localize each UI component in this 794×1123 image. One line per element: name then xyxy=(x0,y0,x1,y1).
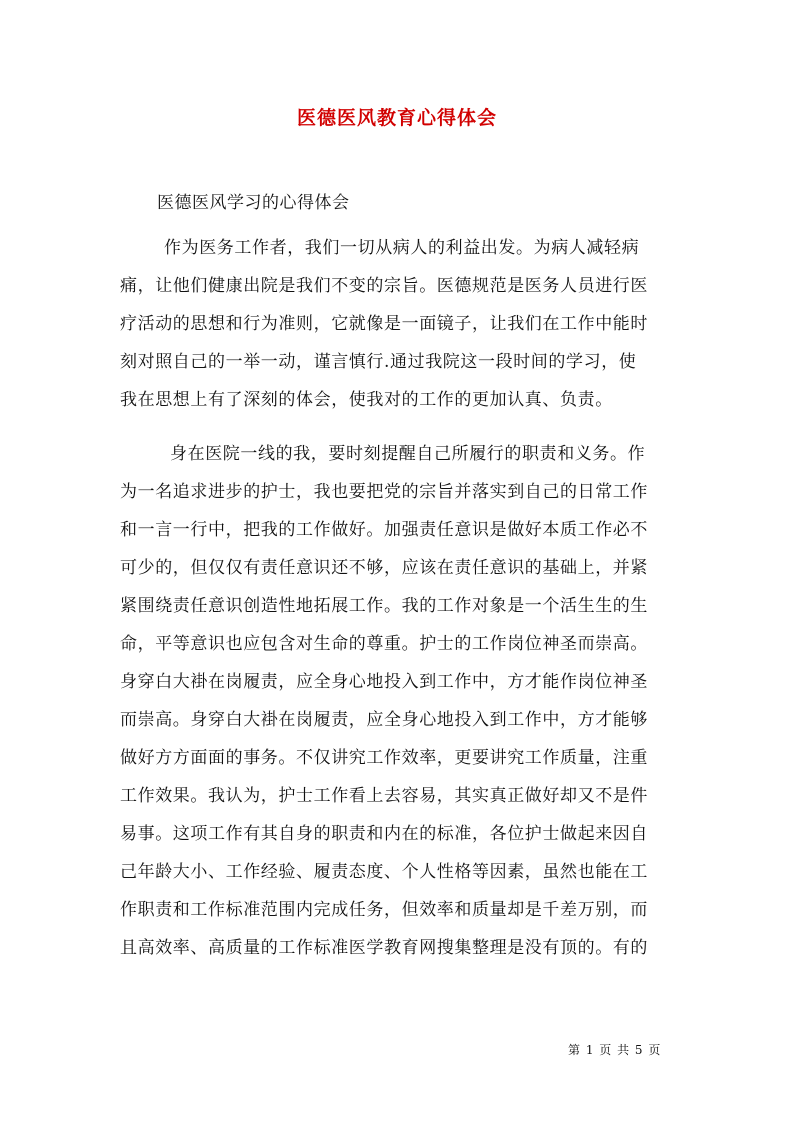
paragraph-line: 紧围绕责任意识创造性地拓展工作。我的工作对象是一个活生生的生 xyxy=(120,596,648,616)
paragraph-line: 为一名追求进步的护士，我也要把党的宗旨并落实到自己的日常工作 xyxy=(120,482,648,502)
paragraph-line: 刻对照自己的一举一动，谨言慎行.通过我院这一段时间的学习，使 xyxy=(120,352,637,372)
paragraph-line: 痛，让他们健康出院是我们不变的宗旨。医德规范是医务人员进行医 xyxy=(120,276,648,296)
page-number-footer: 第 1 页 共 5 页 xyxy=(568,1043,662,1057)
paragraph-line: 疗活动的思想和行为准则，它就像是一面镜子，让我们在工作中能时 xyxy=(120,314,648,334)
paragraph-line: 工作效果。我认为，护士工作看上去容易，其实真正做好却又不是件 xyxy=(120,786,648,806)
paragraph-line: 我在思想上有了深刻的体会，使我对的工作的更加认真、负责。 xyxy=(120,390,613,410)
paragraph-line: 易事。这项工作有其自身的职责和内在的标准，各位护士做起来因自 xyxy=(120,824,648,844)
paragraph-line: 命，平等意识也应包含对生命的尊重。护士的工作岗位神圣而崇高。 xyxy=(120,634,648,654)
paragraph-line: 而崇高。身穿白大褂在岗履责，应全身心地投入到工作中，方才能够 xyxy=(120,710,648,730)
document-title: 医德医风教育心得体会 xyxy=(296,107,497,129)
paragraph-line: 做好方方面面的事务。不仅讲究工作效率，更要讲究工作质量，注重 xyxy=(120,748,648,768)
paragraph-line: 作职责和工作标准范围内完成任务，但效率和质量却是千差万别，而 xyxy=(120,900,648,920)
paragraph-line: 且高效率、高质量的工作标准医学教育网搜集整理是没有顶的。有的 xyxy=(120,938,648,958)
paragraph-line: 身穿白大褂在岗履责，应全身心地投入到工作中，方才能作岗位神圣 xyxy=(120,672,648,692)
paragraph-line: 身在医院一线的我，要时刻提醒自己所履行的职责和义务。作 xyxy=(170,444,646,464)
paragraph-line: 和一言一行中，把我的工作做好。加强责任意识是做好本质工作必不 xyxy=(120,520,648,540)
paragraph-line: 己年龄大小、工作经验、履责态度、个人性格等因素，虽然也能在工 xyxy=(120,862,648,882)
paragraph-line: 作为医务工作者，我们一切从病人的利益出发。为病人减轻病 xyxy=(164,238,640,258)
paragraph-line: 可少的，但仅仅有责任意识还不够，应该在责任意识的基础上，并紧 xyxy=(120,558,648,578)
document-subtitle: 医德医风学习的心得体会 xyxy=(157,193,350,213)
